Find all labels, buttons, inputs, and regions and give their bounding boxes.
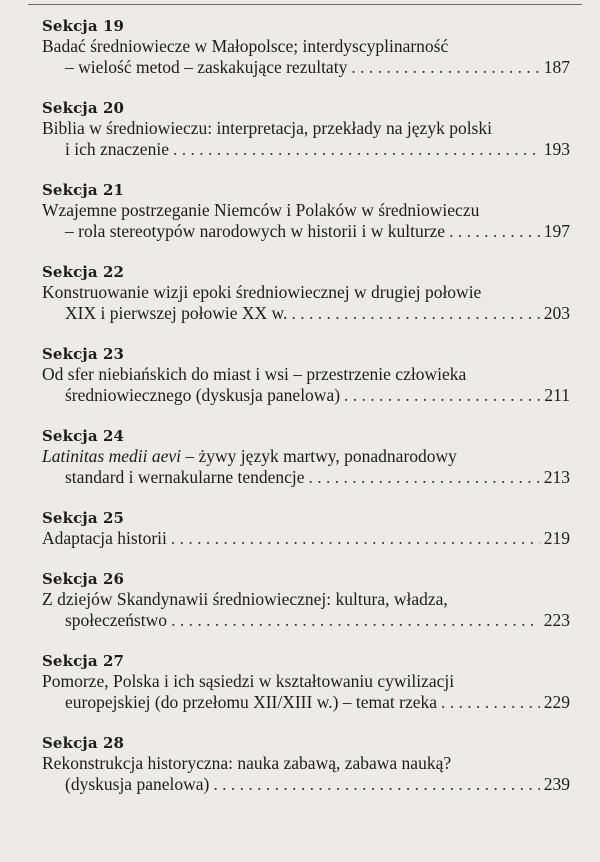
section-heading: Sekcja 25 xyxy=(42,509,125,527)
page-number: 211 xyxy=(544,385,570,405)
toc-entry-sekcja-24 xyxy=(42,426,570,488)
toc-entry-sekcja-28 xyxy=(42,733,570,795)
entry-continuation-line xyxy=(42,774,570,795)
top-rule xyxy=(28,4,582,5)
section-heading: Sekcja 23 xyxy=(42,345,125,363)
entry-continuation-line xyxy=(42,467,570,488)
page-number: 193 xyxy=(543,139,570,159)
section-heading: Sekcja 27 xyxy=(42,652,125,670)
page-number: 203 xyxy=(543,303,570,323)
toc-entry-sekcja-23 xyxy=(42,344,570,406)
entry-title-end: – wielość metod – zaskakujące rezultaty xyxy=(65,57,348,77)
page-number: 239 xyxy=(543,774,570,794)
entry-title-line: Badać średniowiecze w Małopolsce; interdyscyplinarność xyxy=(42,36,449,56)
entry-title-line: Biblia w średniowieczu: interpretacja, przekłady na język polski xyxy=(42,118,492,138)
leader-dots xyxy=(171,528,540,549)
entry-continuation-line xyxy=(42,57,570,78)
entry-title-line: Pomorze, Polska i ich sąsiedzi w kształtowaniu cywilizacji xyxy=(42,671,455,691)
entry-single-line xyxy=(42,528,570,549)
page-number: 187 xyxy=(543,57,570,77)
leader-dots xyxy=(291,303,539,324)
entry-continuation-line xyxy=(42,221,570,242)
entry-title-line: Wzajemne postrzeganie Niemców i Polaków w średniowieczu xyxy=(42,200,480,220)
entry-continuation-line xyxy=(42,385,570,406)
entry-title-end: (dyskusja panelowa) xyxy=(65,774,210,794)
entry-continuation-line xyxy=(42,692,570,713)
toc-entry-sekcja-22 xyxy=(42,262,570,324)
entry-title-end: – rola stereotypów narodowych w historii i w kulturze xyxy=(65,221,446,241)
toc-entry-sekcja-26 xyxy=(42,569,570,631)
leader-dots xyxy=(171,610,540,631)
table-of-contents xyxy=(42,16,570,815)
entry-title: Adaptacja historii xyxy=(42,528,167,548)
section-heading: Sekcja 21 xyxy=(42,181,125,199)
leader-dots xyxy=(213,774,539,795)
toc-entry-sekcja-20 xyxy=(42,98,570,160)
entry-title-end: i ich znaczenie xyxy=(65,139,169,159)
section-heading: Sekcja 19 xyxy=(42,17,125,35)
section-heading: Sekcja 28 xyxy=(42,734,125,752)
entry-title-end: standard i wernakularne tendencje xyxy=(65,467,305,487)
toc-entry-sekcja-19 xyxy=(42,16,570,78)
section-heading: Sekcja 22 xyxy=(42,263,125,281)
toc-entry-sekcja-27 xyxy=(42,651,570,713)
entry-continuation-line xyxy=(42,303,570,324)
entry-title-end: XIX i pierwszej połowie XX w. xyxy=(65,303,288,323)
leader-dots xyxy=(344,385,540,406)
entry-title-end: europejskiej (do przełomu XII/XIII w.) – temat rzeka xyxy=(65,692,438,712)
page-number: 223 xyxy=(543,610,570,630)
page-number: 219 xyxy=(543,528,570,548)
entry-title-end: społeczeństwo xyxy=(65,610,168,630)
toc-entry-sekcja-25 xyxy=(42,508,570,549)
entry-continuation-line xyxy=(42,610,570,631)
page-number: 213 xyxy=(543,467,570,487)
latin-title: Latinitas medii aevi xyxy=(42,446,182,466)
page-number: 197 xyxy=(543,221,570,241)
entry-title-rest: – żywy język martwy, ponadnarodowy xyxy=(181,446,457,466)
entry-title-end: średniowiecznego (dyskusja panelowa) xyxy=(65,385,341,405)
entry-title-line: Z dziejów Skandynawii średniowiecznej: kultura, władza, xyxy=(42,589,448,609)
leader-dots xyxy=(449,221,540,242)
leader-dots xyxy=(173,139,540,160)
section-heading: Sekcja 20 xyxy=(42,99,125,117)
leader-dots xyxy=(351,57,539,78)
toc-entry-sekcja-21 xyxy=(42,180,570,242)
section-heading: Sekcja 24 xyxy=(42,427,125,445)
entry-title-line: Rekonstrukcja historyczna: nauka zabawą, zabawa nauką? xyxy=(42,753,452,773)
leader-dots xyxy=(309,467,540,488)
entry-title-line: Konstruowanie wizji epoki średniowiecznej w drugiej połowie xyxy=(42,282,482,302)
page-number: 229 xyxy=(543,692,570,712)
section-heading: Sekcja 26 xyxy=(42,570,125,588)
leader-dots xyxy=(441,692,540,713)
entry-title-line: Od sfer niebiańskich do miast i wsi – przestrzenie człowieka xyxy=(42,364,467,384)
entry-title-line xyxy=(42,446,570,467)
entry-continuation-line xyxy=(42,139,570,160)
